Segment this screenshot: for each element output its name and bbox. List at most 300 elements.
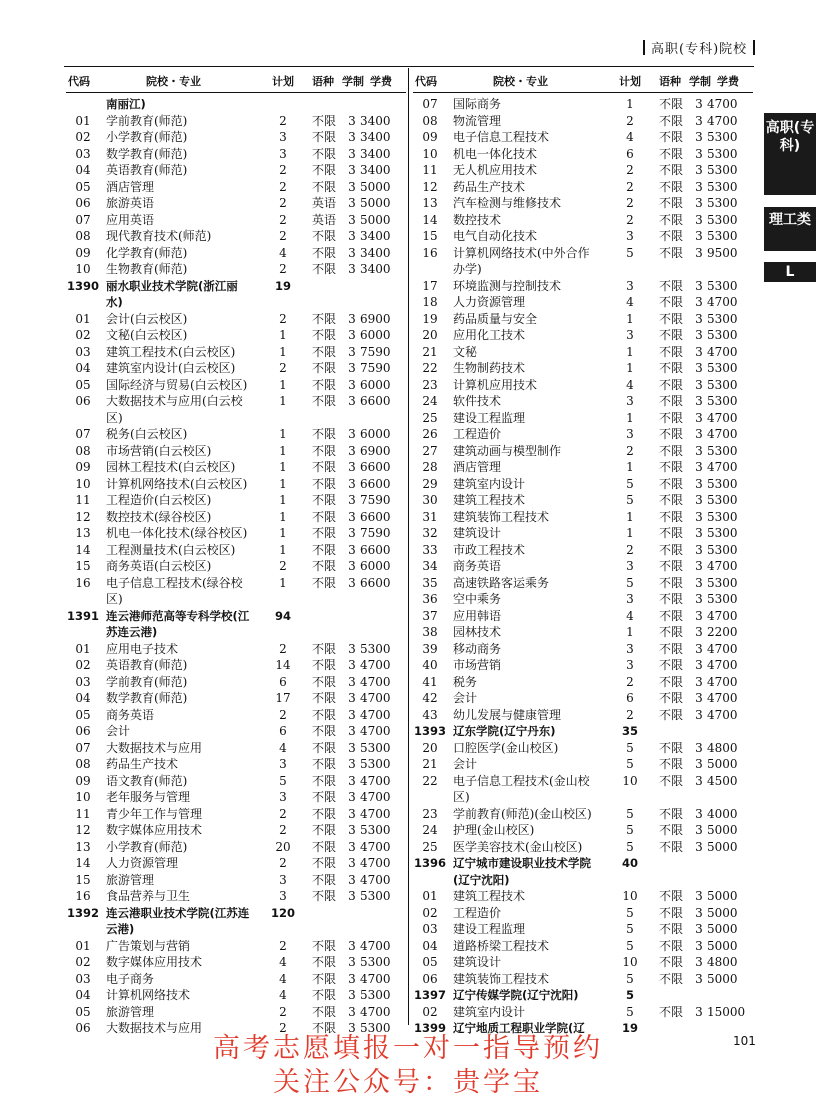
plan-cell: 6 <box>279 674 287 689</box>
name-cell: 大数据技术与应用 <box>106 1021 203 1035</box>
plan-cell: 4 <box>279 955 287 969</box>
years-cell: 3 <box>695 691 703 705</box>
fee-cell: 4700 <box>707 427 738 441</box>
years-cell: 3 <box>695 773 703 788</box>
fee-cell: 4700 <box>360 790 391 804</box>
name-cell: 应用英语 <box>106 212 155 227</box>
fee-cell: 7590 <box>360 526 391 540</box>
code-cell: 01 <box>75 641 91 656</box>
lang-cell: 不限 <box>659 542 684 557</box>
lang-cell: 不限 <box>659 394 684 408</box>
fee-cell: 5300 <box>707 394 738 408</box>
code-cell: 05 <box>75 707 91 722</box>
plan-cell: 1 <box>279 377 287 392</box>
lang-cell: 不限 <box>659 674 684 689</box>
name-cell: 学前教育(师范) <box>106 113 188 128</box>
years-cell: 3 <box>348 526 356 540</box>
code-cell: 05 <box>75 179 91 194</box>
lang-cell: 不限 <box>312 938 337 953</box>
name-cell: 会计 <box>453 757 478 771</box>
name-cell: 园林技术 <box>453 625 502 639</box>
major-row <box>413 327 753 344</box>
major-row <box>413 971 753 988</box>
code-cell: 30 <box>422 493 438 507</box>
years-cell: 3 <box>348 674 356 689</box>
plan-cell: 2 <box>626 113 634 128</box>
code-cell: 10 <box>75 262 91 276</box>
years-cell: 3 <box>348 806 356 821</box>
major-row <box>413 113 753 130</box>
name-cell: 计算机应用技术 <box>453 377 538 392</box>
lang-cell: 不限 <box>312 955 337 969</box>
fee-cell: 6600 <box>360 460 391 474</box>
lang-cell: 不限 <box>659 641 684 656</box>
name-cell: 化学教育(师范) <box>106 245 188 260</box>
fee-cell: 5300 <box>707 493 738 507</box>
fee-cell: 5300 <box>707 542 738 557</box>
code-cell: 12 <box>422 179 438 194</box>
major-row <box>413 641 753 658</box>
plan-cell: 5 <box>626 905 634 920</box>
lang-cell: 不限 <box>659 575 684 590</box>
years-cell: 3 <box>695 559 703 573</box>
header-bar-right <box>753 40 755 55</box>
fee-cell: 3400 <box>360 113 391 128</box>
lang-cell: 不限 <box>312 229 337 243</box>
major-row <box>413 294 753 311</box>
name-cell: 连云港职业技术学院(江苏连云港) <box>106 905 250 936</box>
code-cell: 01 <box>422 889 438 903</box>
code-cell: 02 <box>75 130 91 144</box>
header-title: 高职(专科)院校 <box>651 42 748 57</box>
code-cell: 02 <box>422 1004 438 1019</box>
plan-cell: 5 <box>626 938 634 953</box>
school-row <box>413 987 753 1004</box>
lang-cell: 不限 <box>659 526 684 540</box>
name-cell: 税务(白云校区) <box>106 427 188 441</box>
code-cell: 12 <box>75 509 91 524</box>
years-cell: 3 <box>695 146 703 161</box>
name-cell: 数控技术 <box>453 212 502 227</box>
code-cell: 03 <box>75 146 91 161</box>
lang-cell: 不限 <box>312 988 337 1002</box>
name-cell: 酒店管理 <box>106 179 155 194</box>
major-row <box>413 674 753 691</box>
plan-cell: 3 <box>279 146 287 161</box>
lang-cell: 不限 <box>312 724 337 738</box>
name-cell: 机电一体化技术 <box>453 146 538 161</box>
code-cell: 21 <box>422 757 438 771</box>
lang-cell: 不限 <box>659 691 684 705</box>
years-cell: 3 <box>695 344 703 359</box>
major-row <box>413 558 753 575</box>
major-row <box>413 492 753 509</box>
code-cell: 21 <box>422 344 438 359</box>
plan-cell: 5 <box>626 1004 634 1019</box>
major-row <box>66 723 406 740</box>
code-cell: 15 <box>75 559 91 573</box>
major-row <box>413 624 753 641</box>
lang-cell: 不限 <box>659 130 684 144</box>
name-cell: 高速铁路客运乘务 <box>453 575 550 590</box>
major-row <box>66 360 406 377</box>
name-cell: 建筑设计 <box>453 526 502 540</box>
years-cell: 3 <box>695 229 703 243</box>
lang-cell: 不限 <box>312 146 337 161</box>
years-cell: 3 <box>695 658 703 672</box>
code-cell: 03 <box>422 922 438 936</box>
major-row <box>413 179 753 196</box>
fee-cell: 5300 <box>360 988 391 1002</box>
years-cell: 3 <box>348 1021 356 1035</box>
years-cell: 3 <box>695 955 703 969</box>
name-cell: 小学教育(师范) <box>106 130 188 144</box>
code-cell: 1396 <box>413 856 446 870</box>
fee-cell: 4700 <box>707 113 738 128</box>
fee-cell: 6000 <box>360 427 391 441</box>
plan-cell: 14 <box>275 658 291 672</box>
plan-cell: 3 <box>626 641 634 656</box>
fee-cell: 4700 <box>360 658 391 672</box>
code-cell: 1399 <box>413 1021 446 1035</box>
plan-cell: 2 <box>626 443 634 458</box>
lang-cell: 英语 <box>312 212 337 227</box>
side-tab-category: 高职(专科) <box>764 113 816 195</box>
plan-cell: 5 <box>626 740 634 755</box>
years-cell: 3 <box>695 130 703 144</box>
code-cell: 42 <box>422 691 438 705</box>
major-row <box>413 806 753 823</box>
lang-cell: 不限 <box>312 1004 337 1019</box>
major-row <box>66 987 406 1004</box>
lang-cell: 不限 <box>312 872 337 887</box>
code-cell: 11 <box>75 493 91 507</box>
plan-cell: 120 <box>270 905 295 920</box>
code-cell: 12 <box>75 823 91 837</box>
plan-cell: 5 <box>626 575 634 590</box>
code-cell: 08 <box>75 229 91 243</box>
lang-cell: 不限 <box>659 493 684 507</box>
fee-cell: 4000 <box>707 806 738 821</box>
fee-cell: 5300 <box>707 179 738 194</box>
plan-cell: 94 <box>274 608 291 623</box>
name-cell: 商务英语 <box>453 559 502 573</box>
major-row <box>66 822 406 839</box>
lang-cell: 不限 <box>659 707 684 722</box>
lang-cell: 不限 <box>659 757 684 771</box>
code-cell: 1392 <box>66 905 99 920</box>
name-cell: 汽车检测与维修技术 <box>453 196 562 210</box>
top-rule <box>64 66 754 67</box>
plan-cell: 2 <box>279 559 287 573</box>
school-row <box>66 278 406 311</box>
right-column <box>413 68 753 1037</box>
lang-cell: 不限 <box>312 575 337 590</box>
major-row <box>66 1004 406 1021</box>
lang-cell: 不限 <box>659 212 684 227</box>
school-row <box>66 905 406 938</box>
fee-cell: 3400 <box>360 262 391 276</box>
name-cell: 国际商务 <box>453 97 502 111</box>
name-cell: 幼儿发展与健康管理 <box>453 707 562 722</box>
fee-cell: 4700 <box>707 410 738 425</box>
fee-cell: 5300 <box>707 592 738 606</box>
lang-cell: 不限 <box>312 856 337 870</box>
code-cell: 32 <box>422 526 438 540</box>
major-row <box>413 377 753 394</box>
header-bar-left <box>643 40 645 55</box>
years-cell: 3 <box>348 971 356 986</box>
major-row <box>66 558 406 575</box>
lang-cell: 不限 <box>659 146 684 161</box>
plan-cell: 1 <box>279 493 287 507</box>
plan-cell: 4 <box>279 988 287 1002</box>
fee-cell: 4700 <box>360 724 391 738</box>
years-cell: 3 <box>348 707 356 722</box>
lang-cell: 不限 <box>312 493 337 507</box>
fee-cell: 6900 <box>360 443 391 458</box>
name-cell: 环境监测与控制技术 <box>453 278 562 293</box>
name-cell: 园林工程技术(白云校区) <box>106 460 236 474</box>
code-cell: 26 <box>422 427 438 441</box>
years-cell: 3 <box>348 493 356 507</box>
fee-cell: 5000 <box>707 757 738 771</box>
plan-cell: 2 <box>626 179 634 194</box>
plan-cell: 2 <box>279 361 287 375</box>
fee-cell: 3400 <box>360 229 391 243</box>
plan-cell: 4 <box>626 295 634 309</box>
plan-cell: 2 <box>279 212 287 227</box>
years-cell: 3 <box>695 592 703 606</box>
lang-cell: 不限 <box>312 674 337 689</box>
name-cell: 人力资源管理 <box>453 295 526 309</box>
code-cell: 06 <box>422 971 438 986</box>
header-fee: 学费 <box>717 75 739 88</box>
code-cell: 25 <box>422 839 438 854</box>
years-cell: 3 <box>695 922 703 936</box>
name-cell: 食品营养与卫生 <box>106 889 191 903</box>
name-cell: 市场营销 <box>453 658 502 672</box>
name-cell: 广告策划与营销 <box>106 938 191 953</box>
major-row <box>66 707 406 724</box>
years-cell: 3 <box>348 889 356 903</box>
side-tab-letter: L <box>764 262 816 282</box>
major-row <box>66 195 406 212</box>
years-cell: 3 <box>695 823 703 837</box>
lang-cell: 不限 <box>659 839 684 854</box>
lang-cell: 不限 <box>659 278 684 293</box>
name-cell: 建筑室内设计 <box>453 476 526 491</box>
major-row <box>413 476 753 493</box>
fee-cell: 5300 <box>707 575 738 590</box>
years-cell: 3 <box>348 196 356 210</box>
code-cell: 01 <box>75 938 91 953</box>
lang-cell: 不限 <box>659 229 684 243</box>
major-row <box>413 575 753 592</box>
name-cell: 空中乘务 <box>453 592 502 606</box>
lang-cell: 不限 <box>659 922 684 936</box>
plan-cell: 2 <box>279 311 287 326</box>
code-cell: 16 <box>422 245 438 260</box>
major-row <box>413 756 753 773</box>
years-cell: 3 <box>695 542 703 557</box>
years-cell: 3 <box>348 443 356 458</box>
school-row <box>413 723 753 740</box>
plan-cell: 3 <box>626 394 634 408</box>
major-row <box>413 459 753 476</box>
lang-cell: 不限 <box>659 740 684 755</box>
name-cell: 连云港师范高等专科学校(江苏连云港) <box>106 608 250 639</box>
plan-cell: 4 <box>279 245 287 260</box>
years-cell: 3 <box>348 361 356 375</box>
major-row <box>66 443 406 460</box>
code-cell: 08 <box>75 443 91 458</box>
major-row <box>413 311 753 328</box>
plan-cell: 3 <box>626 658 634 672</box>
lang-cell: 不限 <box>312 179 337 194</box>
name-cell: 移动商务 <box>453 641 502 656</box>
plan-cell: 40 <box>621 856 638 870</box>
major-row <box>66 179 406 196</box>
fee-cell: 7590 <box>360 361 391 375</box>
years-cell: 3 <box>348 691 356 705</box>
lang-cell: 不限 <box>659 955 684 969</box>
code-cell: 07 <box>75 212 91 227</box>
plan-cell: 2 <box>279 806 287 821</box>
fee-cell: 7590 <box>360 344 391 359</box>
plan-cell: 1 <box>626 526 634 540</box>
lang-cell: 不限 <box>312 394 337 408</box>
major-row <box>66 509 406 526</box>
years-cell: 3 <box>695 839 703 854</box>
code-cell: 09 <box>422 130 438 144</box>
plan-cell: 2 <box>626 674 634 689</box>
fee-cell: 4700 <box>360 1004 391 1019</box>
name-cell: 建筑室内设计 <box>453 1004 526 1019</box>
plan-cell: 2 <box>626 196 634 210</box>
code-cell: 29 <box>422 476 438 491</box>
plan-cell: 4 <box>626 608 634 623</box>
name-cell: 数学教育(师范) <box>106 146 188 161</box>
plan-cell: 2 <box>279 641 287 656</box>
lang-cell: 不限 <box>312 889 337 903</box>
code-cell: 33 <box>422 542 438 557</box>
name-cell: 会计 <box>453 691 478 705</box>
major-row <box>66 657 406 674</box>
years-cell: 3 <box>348 839 356 854</box>
major-row <box>413 228 753 245</box>
plan-cell: 5 <box>626 245 634 260</box>
code-cell: 24 <box>422 394 438 408</box>
plan-cell: 1 <box>279 427 287 441</box>
years-cell: 3 <box>695 179 703 194</box>
lang-cell: 不限 <box>659 592 684 606</box>
lang-cell: 不限 <box>659 559 684 573</box>
code-cell: 10 <box>422 146 438 161</box>
left-table-body <box>66 96 406 1037</box>
major-row <box>413 608 753 625</box>
major-row <box>66 575 406 608</box>
years-cell: 3 <box>695 509 703 524</box>
lang-cell: 不限 <box>312 377 337 392</box>
plan-cell: 1 <box>626 509 634 524</box>
fee-cell: 4500 <box>707 773 738 788</box>
lang-cell: 不限 <box>659 443 684 458</box>
lang-cell: 不限 <box>312 790 337 804</box>
years-cell: 3 <box>348 344 356 359</box>
name-cell: 老年服务与管理 <box>106 790 191 804</box>
code-cell: 39 <box>422 641 438 656</box>
code-cell: 16 <box>75 889 91 903</box>
code-cell: 02 <box>422 905 438 920</box>
years-cell: 3 <box>695 1004 703 1019</box>
name-cell: 建筑室内设计(白云校区) <box>106 361 236 375</box>
plan-cell: 6 <box>626 146 634 161</box>
side-tab-subject: 理工类 <box>764 207 816 251</box>
years-cell: 3 <box>348 146 356 161</box>
plan-cell: 2 <box>279 823 287 837</box>
years-cell: 3 <box>695 113 703 128</box>
plan-cell: 10 <box>622 889 638 903</box>
major-row <box>413 195 753 212</box>
lang-cell: 不限 <box>659 658 684 672</box>
lang-cell: 不限 <box>659 905 684 920</box>
code-cell: 05 <box>75 1004 91 1019</box>
years-cell: 3 <box>348 872 356 887</box>
fee-cell: 4700 <box>360 971 391 986</box>
name-cell: 数字媒体应用技术 <box>106 823 203 837</box>
fee-cell: 4700 <box>707 641 738 656</box>
major-row <box>66 162 406 179</box>
name-cell: 英语教育(师范) <box>106 658 188 672</box>
major-row <box>413 426 753 443</box>
code-cell: 01 <box>75 311 91 326</box>
major-row <box>413 410 753 427</box>
plan-cell: 3 <box>626 328 634 342</box>
code-cell: 20 <box>422 740 438 755</box>
code-cell: 08 <box>422 113 438 128</box>
lang-cell: 不限 <box>312 839 337 854</box>
name-cell: 生物教育(师范) <box>106 262 188 276</box>
plan-cell: 2 <box>279 856 287 870</box>
years-cell: 3 <box>695 295 703 309</box>
fee-cell: 4700 <box>360 938 391 953</box>
plan-cell: 1 <box>279 460 287 474</box>
code-cell: 03 <box>75 344 91 359</box>
major-row <box>413 129 753 146</box>
fee-cell: 6600 <box>360 542 391 557</box>
major-row <box>66 954 406 971</box>
lang-cell: 不限 <box>659 823 684 837</box>
plan-cell: 2 <box>279 163 287 177</box>
fee-cell: 5300 <box>360 889 391 903</box>
fee-cell: 5000 <box>360 179 391 194</box>
major-row <box>66 492 406 509</box>
major-row <box>413 146 753 163</box>
major-row <box>413 822 753 839</box>
fee-cell: 7590 <box>360 493 391 507</box>
name-cell: 机电一体化技术(绿谷校区) <box>106 526 248 540</box>
code-cell: 34 <box>422 559 438 573</box>
lang-cell: 不限 <box>659 113 684 128</box>
header-name: 院校・专业 <box>146 75 201 88</box>
plan-cell: 2 <box>279 179 287 194</box>
plan-cell: 10 <box>622 773 638 788</box>
plan-cell: 6 <box>626 691 634 705</box>
lang-cell: 不限 <box>659 361 684 375</box>
years-cell: 3 <box>348 823 356 837</box>
fee-cell: 4700 <box>707 97 738 111</box>
